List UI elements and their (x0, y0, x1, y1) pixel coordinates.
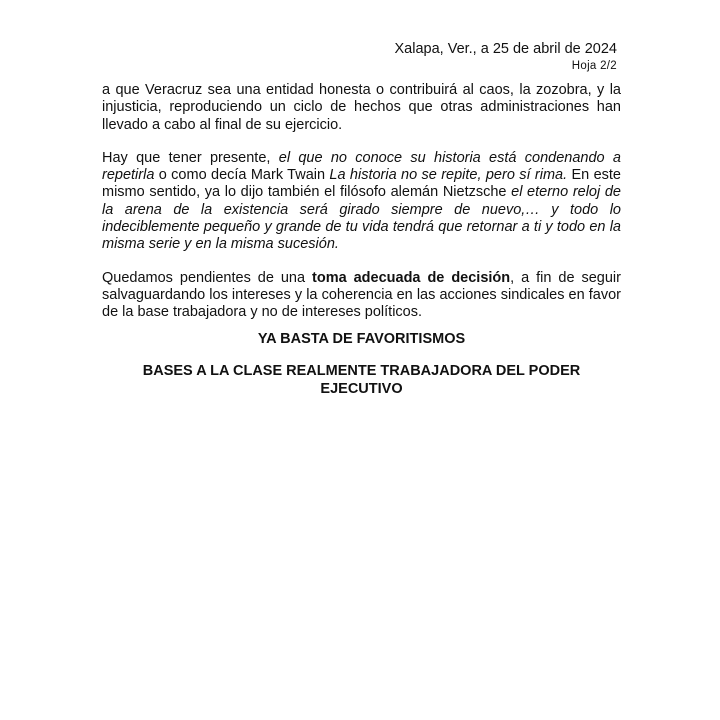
letter-body (102, 82, 621, 338)
closing-heading-2: BASES A LA CLASE REALMENTE TRABAJADORA DEL PODER EJECUTIVO (142, 363, 581, 397)
paragraph-2 (102, 150, 621, 254)
closing-heading-1: YA BASTA DE FAVORITISMOS (257, 331, 466, 347)
paragraph-3-text-1: Quedamos pendientes de una (102, 269, 313, 286)
paragraph-2-quote-3: el eterno reloj de la arena de la existencia será girado siempre de nuevo,… y todo lo indeciblemente pequeño y grande de tu vida tendrá que retornar a ti y todo en la misma serie y en la misma sucesión. (102, 184, 621, 253)
paragraph-2-text-1: Hay que tener presente, (102, 149, 279, 166)
date-line: Xalapa, Ver., a 25 de abril de 2024 (394, 41, 617, 57)
paragraph-1: a que Veracruz sea una entidad honesta o contribuirá al caos, la zozobra, y la injusticia, reproduciendo un ciclo de hechos que otras administraciones han llevado a cabo al final de su ejercicio. (102, 82, 621, 133)
paragraph-3-text-2: , a fin de seguir salvaguardando los intereses y la coherencia en las acciones sindicales en favor de la base trabajadora y no de intereses políticos. (102, 269, 621, 321)
paragraph-2-quote-2: La historia no se repite, pero sí rima. (329, 167, 568, 184)
paragraph-3-emphasis: toma adecuada de decisión (312, 269, 511, 286)
paragraph-3 (102, 270, 621, 322)
paragraph-2-text-3: En este mismo sentido, ya lo dijo también el filósofo alemán Nietzsche (102, 167, 621, 201)
sheet-number: Hoja 2/2 (571, 60, 617, 72)
letter-header (394, 40, 617, 74)
paragraph-2-quote-1: el que no conoce su historia está condenando a repetirla (102, 149, 621, 184)
paragraph-2-text-2: o como decía Mark Twain (154, 167, 330, 184)
